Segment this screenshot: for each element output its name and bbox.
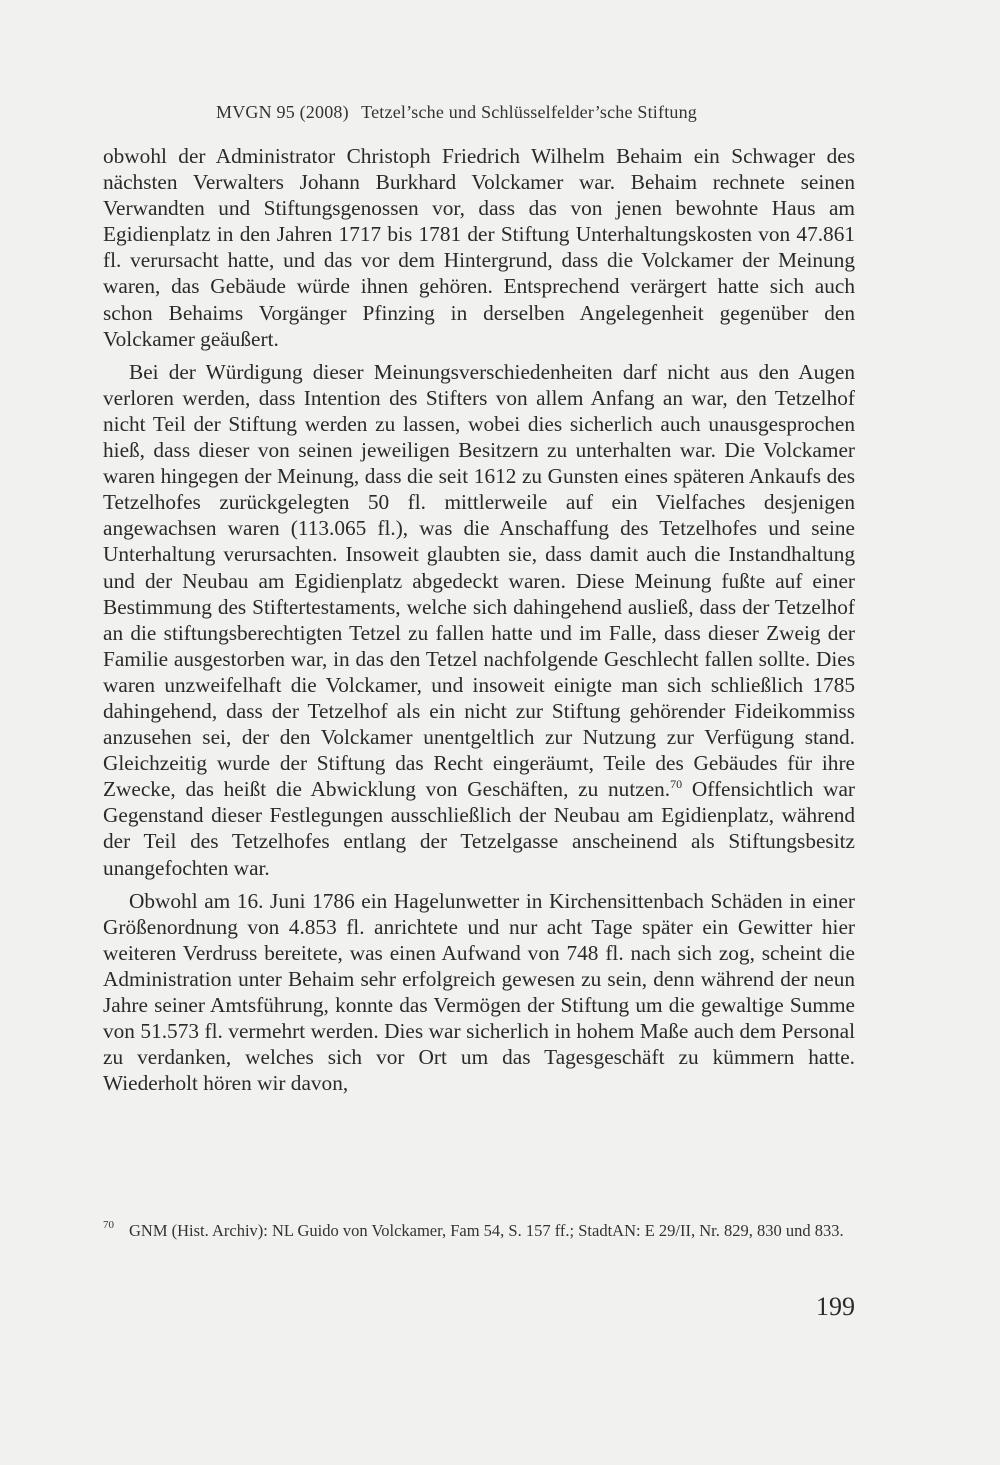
footnote-reference-70[interactable]: 70: [670, 777, 683, 792]
footnote-number: 70: [103, 1219, 114, 1231]
running-header: [216, 102, 776, 123]
running-title: Tetzel’sche und Schlüsselfelder’sche Stiftung: [361, 102, 697, 122]
paragraph-3: Obwohl am 16. Juni 1786 ein Hagelunwetter in Kirchensittenbach Schäden in einer Größenordnung von 4.853 fl. anrichtete und nur acht Tage später ein Gewitter hier weiteren Verdruss bereitete, was einen Aufwand von 748 fl. nach sich zog, scheint die Administration unter Behaim sehr erfolgreich gewesen zu sein, denn während der neun Jahre seiner Amtsführung, konnte das Vermögen der Stiftung um die gewaltige Summe von 51.573 fl. vermehrt werden. Dies war sicherlich in hohem Maße auch dem Personal zu verdanken, welches sich vor Ort um das Tagesgeschäft zu kümmern hatte. Wiederholt hören wir davon,: [103, 888, 855, 1096]
footnote-70: [103, 1220, 855, 1241]
paragraph-1: obwohl der Administrator Christoph Friedrich Wilhelm Behaim ein Schwager des nächsten Verwalters Johann Burkhard Volckamer war. Behaim rechnete seinen Verwandten und Stiftungsgenossen vor, dass das von jenen bewohnte Haus am Egidienplatz in den Jahren 1717 bis 1781 der Stiftung Unterhaltungskosten von 47.861 fl. verursacht hatte, und das vor dem Hintergrund, dass die Volckamer der Meinung waren, das Gebäude würde ihnen gehören. Entsprechend verärgert hatte sich auch schon Behaims Vorgänger Pfinzing in derselben Angelegenheit gegenüber den Volckamer geäußert.: [103, 144, 855, 351]
journal-reference: MVGN 95 (2008): [216, 102, 349, 122]
paragraph-2: [103, 359, 855, 881]
paragraph-2-text: Bei der Würdigung dieser Meinungsverschiedenheiten darf nicht aus den Augen verloren werden, dass Intention des Stifters von allem Anfang an war, den Tetzelhof nicht Teil der Stiftung werden zu lassen, wobei dies sicherlich auch unausgesprochen hieß, dass dieser von seinen jeweiligen Besitzern zu unterhalten war. Die Volckamer waren hingegen der Meinung, dass die seit 1612 zu Gunsten eines späteren Ankaufs des Tetzelhofes zurückgelegten 50 fl. mittlerweile auf ein Vielfaches desjenigen angewachsen waren (113.065 fl.), was die Anschaffung des Tetzelhofes und seine Unterhaltung verursachten. Insoweit glaubten sie, dass damit auch die Instandhaltung und der Neubau am Egidienplatz abgedeckt waren. Diese Meinung fußte auf einer Bestimmung des Stiftertestaments, welche sich dahingehend ausließ, dass der Tetzelhof an die stiftungsberechtigten Tetzel zu fallen hatte und im Falle, dass dieser Zweig der Familie ausgestorben war, in das den Tetzel nachfolgende Geschlecht fallen sollte. Dies waren unzweifelhaft die Volckamer, und insoweit einigte man sich schließlich 1785 dahingehend, dass der Tetzelhof als ein nicht zur Stiftung gehörender Fideikommiss anzusehen sei, der den Volckamer unentgeltlich zur Nutzung zur Verfügung stand. Gleichzeitig wurde der Stiftung das Recht eingeräumt, Teile des Gebäudes für ihre Zwecke, das heißt die Abwicklung von Geschäften, zu nutzen.: [103, 359, 855, 802]
page-number: 199: [816, 1292, 855, 1321]
paragraph-2-text-continued: Offensichtlich war Gegenstand dieser Festlegungen ausschließlich der Neubau am Egidienplatz, während der Teil des Tetzelhofes entlang der Tetzelgasse anscheinend als Stiftungsbesitz unangefochten war.: [103, 777, 855, 880]
footnotes: [103, 1220, 855, 1241]
footnote-text: GNM (Hist. Archiv): NL Guido von Volckamer, Fam 54, S. 157 ff.; StadtAN: E 29/II, Nr. 829, 830 und 833.: [129, 1221, 844, 1240]
body-text: [103, 143, 855, 1096]
